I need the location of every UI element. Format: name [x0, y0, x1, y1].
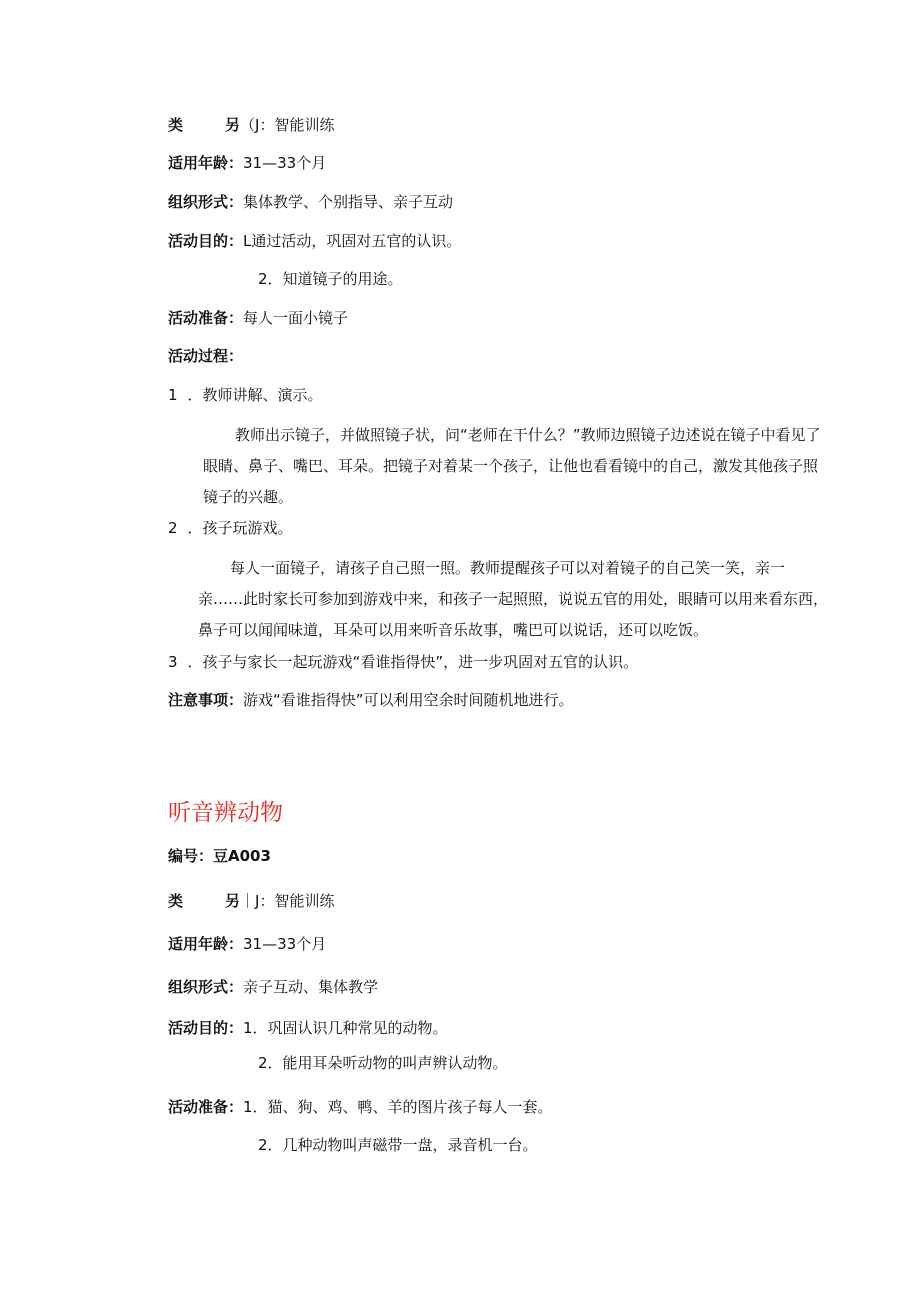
- prep-item-2-2: 2．几种动物叫声磁带一盘，录音机一台。: [258, 1136, 538, 1154]
- note-label: 注意事项：: [168, 691, 244, 709]
- code-label: 编号：: [168, 847, 214, 865]
- goal-row-2: [168, 1017, 448, 1039]
- process-label: 活动过程：: [168, 347, 244, 365]
- step-3-title: ．孩子与家长一起玩游戏“看谁指得快”，进一步巩固对五官的认识。: [187, 653, 639, 671]
- note-value: 游戏“看谁指得快”可以利用空余时间随机地进行。: [243, 691, 574, 709]
- age-label: 适用年龄：: [168, 154, 244, 172]
- step-3-number: 3: [168, 653, 178, 671]
- category-value: （J：智能训练: [240, 116, 335, 134]
- step-2-number: 2: [168, 519, 178, 537]
- category-label-b-2: 另: [225, 892, 241, 910]
- goal-item-1-2: 1．巩固认识几种常见的动物。: [243, 1019, 448, 1037]
- form-row-2: [168, 976, 378, 998]
- section-title: 听音辨动物: [168, 800, 283, 826]
- code-value: 豆A003: [213, 847, 271, 865]
- prep-label: 活动准备：: [168, 309, 244, 327]
- form-row: [168, 191, 453, 213]
- prep-row: [168, 307, 348, 329]
- goal-label: 活动目的：: [168, 232, 244, 250]
- prep-value: 每人一面小镜子: [243, 309, 349, 327]
- code-row: [168, 845, 271, 867]
- prep-row-2: [168, 1096, 553, 1118]
- form-label-2: 组织形式：: [168, 978, 244, 996]
- goal-item-1: L通过活动，巩固对五官的认识。: [243, 232, 462, 250]
- age-value-2: 31—33个月: [243, 935, 327, 953]
- step-2-paragraph: 每人一面镜子，请孩子自己照一照。教师提醒孩子可以对着镜子的自己笑一笑，亲一亲……此时家长可参加到游戏中来，和孩子一起照照，说说五官的用处，眼睛可以用来看东西，鼻子可以闻闻味道，耳朵可以用来听音乐故事，嘴巴可以说话，还可以吃饭。: [198, 559, 829, 639]
- goal-item-2-2: 2．能用耳朵听动物的叫声辨认动物。: [258, 1054, 508, 1072]
- step-1-paragraph: 教师出示镜子，并做照镜子状，问“老师在干什么？”教师边照镜子边述说在镜子中看见了眼睛、鼻子、嘴巴、耳朵。把镜子对着某一个孩子，让他也看看镜中的自己，激发其他孩子照镜子的兴趣。: [203, 426, 821, 506]
- form-value: 集体教学、个别指导、亲子互动: [243, 193, 454, 211]
- form-label: 组织形式：: [168, 193, 244, 211]
- goal-row: [168, 230, 461, 252]
- category-label-b: 另: [225, 116, 241, 134]
- category-row-2: [168, 890, 334, 912]
- category-label-a-2: 类: [168, 892, 184, 910]
- category-label-a: 类: [168, 116, 184, 134]
- age-label-2: 适用年龄：: [168, 935, 244, 953]
- goal-label-2: 活动目的：: [168, 1019, 244, 1037]
- step-2-heading: [168, 517, 293, 539]
- step-2-title: ．孩子玩游戏。: [187, 519, 293, 537]
- note-row: [168, 689, 574, 711]
- category-value-2: ｜J：智能训练: [240, 892, 335, 910]
- prep-item-1-2: 1．猫、狗、鸡、鸭、羊的图片孩子每人一套。: [243, 1098, 553, 1116]
- age-row: [168, 152, 326, 174]
- age-row-2: [168, 933, 326, 955]
- form-value-2: 亲子互动、集体教学: [243, 978, 379, 996]
- category-row: [168, 114, 334, 136]
- age-value: 31—33个月: [243, 154, 327, 172]
- step-1-heading: [168, 384, 323, 406]
- step-3-heading: [168, 651, 638, 673]
- step-1-number: 1: [168, 386, 178, 404]
- prep-label-2: 活动准备：: [168, 1098, 244, 1116]
- step-1-title: ．教师讲解、演示。: [187, 386, 323, 404]
- goal-item-2: 2．知道镜子的用途。: [258, 270, 403, 288]
